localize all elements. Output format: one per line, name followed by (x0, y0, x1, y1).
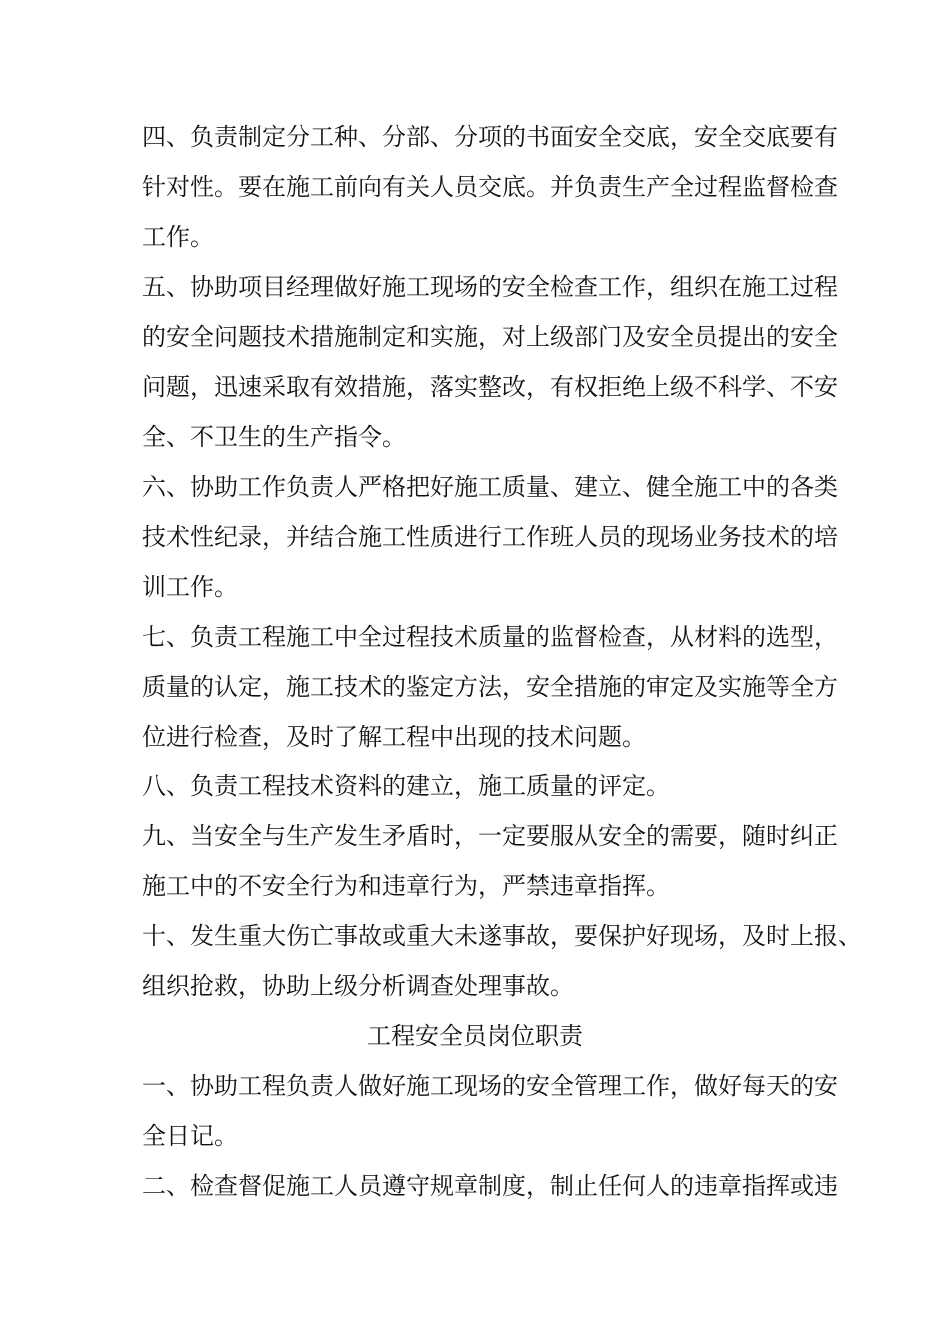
text-line: 位进行检查，及时了解工程中出现的技术问题。 (142, 723, 646, 751)
text-line: 质量的认定，施工技术的鉴定方法，安全措施的审定及实施等全方 (142, 673, 838, 701)
text-line: 组织抢救，协助上级分析调查处理事故。 (142, 972, 574, 1000)
text-line: 一、协助工程负责人做好施工现场的安全管理工作，做好每天的安 (142, 1072, 838, 1100)
text-line: 四、负责制定分工种、分部、分项的书面安全交底，安全交底要有 (142, 123, 838, 151)
text-line: 五、协助项目经理做好施工现场的安全检查工作，组织在施工过程 (142, 273, 838, 301)
text-line: 二、检查督促施工人员遵守规章制度，制止任何人的违章指挥或违 (142, 1172, 838, 1200)
text-line: 全日记。 (142, 1122, 238, 1150)
text-line: 七、负责工程施工中全过程技术质量的监督检查，从材料的选型， (142, 623, 838, 651)
text-line: 十、发生重大伤亡事故或重大未遂事故，要保护好现场，及时上报、 (142, 922, 862, 950)
text-line: 针对性。要在施工前向有关人员交底。并负责生产全过程监督检查 (142, 173, 838, 201)
text-line: 六、协助工作负责人严格把好施工质量、建立、健全施工中的各类 (142, 473, 838, 501)
text-line: 工作。 (142, 223, 214, 251)
text-line: 施工中的不安全行为和违章行为，严禁违章指挥。 (142, 872, 670, 900)
text-line: 全、不卫生的生产指令。 (142, 423, 406, 451)
section-title: 工程安全员岗位职责 (367, 1022, 583, 1050)
text-line: 训工作。 (142, 573, 238, 601)
text-line: 的安全问题技术措施制定和实施，对上级部门及安全员提出的安全 (142, 323, 838, 351)
text-line: 技术性纪录，并结合施工性质进行工作班人员的现场业务技术的培 (142, 523, 838, 551)
text-line: 八、负责工程技术资料的建立，施工质量的评定。 (142, 772, 670, 800)
text-line: 问题，迅速采取有效措施，落实整改，有权拒绝上级不科学、不安 (142, 373, 838, 401)
text-line: 九、当安全与生产发生矛盾时，一定要服从安全的需要，随时纠正 (142, 822, 838, 850)
